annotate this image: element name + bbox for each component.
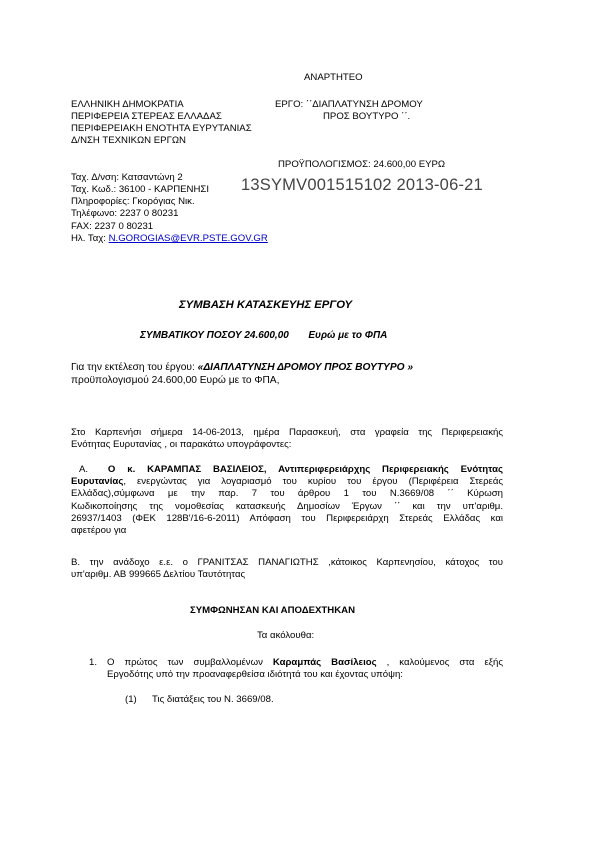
clause-1-line: Εργοδότης υπό την προαναφερθείσα ιδιότητά του και έχοντας υπόψη: (107, 669, 403, 681)
party-a-line: Ελλάδας),σύμφωνα με την παρ. 7 του άρθρου 1 του Ν.3669/08 ΄΄ Κύρωση (71, 488, 503, 500)
party-a-line: αφετέρου για (71, 525, 127, 537)
document-title: ΣΥΜΒΑΣΗ ΚΑΤΑΣΚΕΥΗΣ ΕΡΓΟΥ (179, 299, 353, 311)
party-a-marker: Α. (79, 464, 89, 475)
project-title-line: ΕΡΓΟ: ΄΄ΔΙΑΠΛΑΤΥΝΣΗ ΔΡΟΜΟΥ (275, 99, 423, 110)
party-b-line: Β. την ανάδοχο ε.ε. ο ΓΡΑΝΙΤΣΑΣ ΠΑΝΑΓΙΩΤΗΣ ,κάτοικος Καρπενησίου, κάτοχος του (71, 557, 503, 568)
clause-number: 1. (89, 657, 98, 668)
contact-address: Ταχ. Δ/νση: Κατσαντώνη 2 (71, 172, 183, 183)
employer-name: Καραμπάς Βασίλειος (272, 657, 377, 668)
intro-project: «ΔΙΑΠΛΑΤΥΝΣΗ ΔΡΟΜΟΥ ΠΡΟΣ ΒΟΥΤΥΡΟ » (197, 362, 414, 373)
agreement-heading: ΣΥΜΦΩΝΗΣΑΝ ΚΑΙ ΑΠΟΔΕΧΤΗΚΑΝ (190, 605, 356, 616)
issuer-line: ΠΕΡΙΦΕΡΕΙΑ ΣΤΕΡΕΑΣ ΕΛΛΑΔΑΣ (71, 111, 222, 122)
issuer-line: Δ/ΝΣΗ ΤΕΧΝΙΚΩΝ ΕΡΓΩΝ (71, 135, 186, 146)
agreement-subheading: Τα ακόλουθα: (257, 630, 315, 641)
intro-line (71, 362, 413, 373)
party-b-paragraph (71, 557, 503, 581)
party-a-line: Κωδικοποίησης της νομοθεσίας κατασκευής Δημοσίων Έργων ΄΄ και την υπ'αριθμ. (71, 500, 503, 512)
contact-postcode: Ταχ. Κωδ.: 36100 - ΚΑΡΠΕΝΗΣΙ (71, 184, 210, 195)
issuer-line: ΠΕΡΙΦΕΡΕΙΑΚΗ ΕΝΟΤΗΤΑ ΕΥΡΥΤΑΝΙΑΣ (71, 123, 252, 134)
intro-prefix: Για την εκτέλεση του έργου: (71, 362, 198, 373)
contact-fax: FAX: 2237 0 80231 (71, 221, 154, 232)
contract-amount-label: ΣΥΜΒΑΤΙΚΟΥ ΠΟΣΟΥ 24.600,00 (140, 330, 289, 341)
place-date-line: Ενότητας Ευρυτανίας , οι παρακάτω υπογράφοντες: (71, 439, 292, 451)
party-a-region: Ευρυτανίας (71, 476, 124, 488)
contract-amount-suffix: Ευρώ με το ΦΠΑ (308, 330, 388, 341)
place-date-line: Στο Καρπενήσι σήμερα 14-06-2013, ημέρα Παρασκευή, στα γραφεία της Περιφερειακής (71, 427, 503, 438)
contact-phone: Τηλέφωνο: 2237 0 80231 (71, 208, 179, 219)
posting-label: ΑΝΑΡΤΗΤΕΟ (304, 72, 363, 83)
party-b-line: υπ'αριθμ. ΑΒ 999665 Δελτίου Ταυτότητας (71, 569, 246, 581)
contract-amount (140, 330, 387, 341)
clause-1-line (107, 657, 503, 669)
party-a-text: , ενεργώντας για λογαριασμό του κυρίου του έργου (Περιφέρεια Στερεάς (123, 476, 503, 488)
party-a-paragraph (71, 464, 503, 537)
project-title-line: ΠΡΟΣ ΒΟΥΤΥΡΟ ΄΄. (323, 111, 411, 122)
sub-clause-number: (1) (125, 694, 137, 705)
clause-1-paragraph (107, 657, 503, 681)
place-date-paragraph (71, 427, 503, 451)
contact-info: Πληροφορίες: Γκορόγιας Νικ. (71, 196, 195, 207)
email-label: Ηλ. Ταχ: (71, 233, 106, 244)
email-link[interactable]: N.GOROGIAS@EVR.PSTE.GOV.GR (108, 233, 268, 244)
intro-budget: προϋπολογισμού 24.600,00 Ευρώ με το ΦΠΑ, (71, 375, 280, 386)
party-a-line: 26937/1403 (ΦΕΚ 128Β'/16-6-2011) Απόφαση του Περιφερειάρχη Στερεάς Ελλάδας και (71, 512, 503, 524)
party-a-line (71, 464, 503, 476)
ada-stamp: 13SYMV001515102 2013-06-21 (241, 176, 483, 194)
contact-email-row (71, 233, 268, 244)
clause-1-prefix: Ο πρώτος των συμβαλλομένων (107, 657, 273, 668)
party-a-name: Ο κ. ΚΑΡΑΜΠΑΣ ΒΑΣΙΛΕΙΟΣ, Αντιπεριφερειάρχης Περιφερειακής Ενότητας (107, 464, 503, 475)
sub-clause-text: Τις διατάξεις του Ν. 3669/08. (152, 694, 274, 705)
issuer-line: ΕΛΛΗΝΙΚΗ ΔΗΜΟΚΡΑΤΙΑ (71, 99, 184, 110)
clause-1-suffix: , καλούμενος στα εξής (376, 657, 503, 668)
party-a-line (71, 476, 503, 488)
budget-line: ΠΡΟΫΠΟΛΟΓΙΣΜΟΣ: 24.600,00 ΕΥΡΩ (278, 159, 446, 170)
